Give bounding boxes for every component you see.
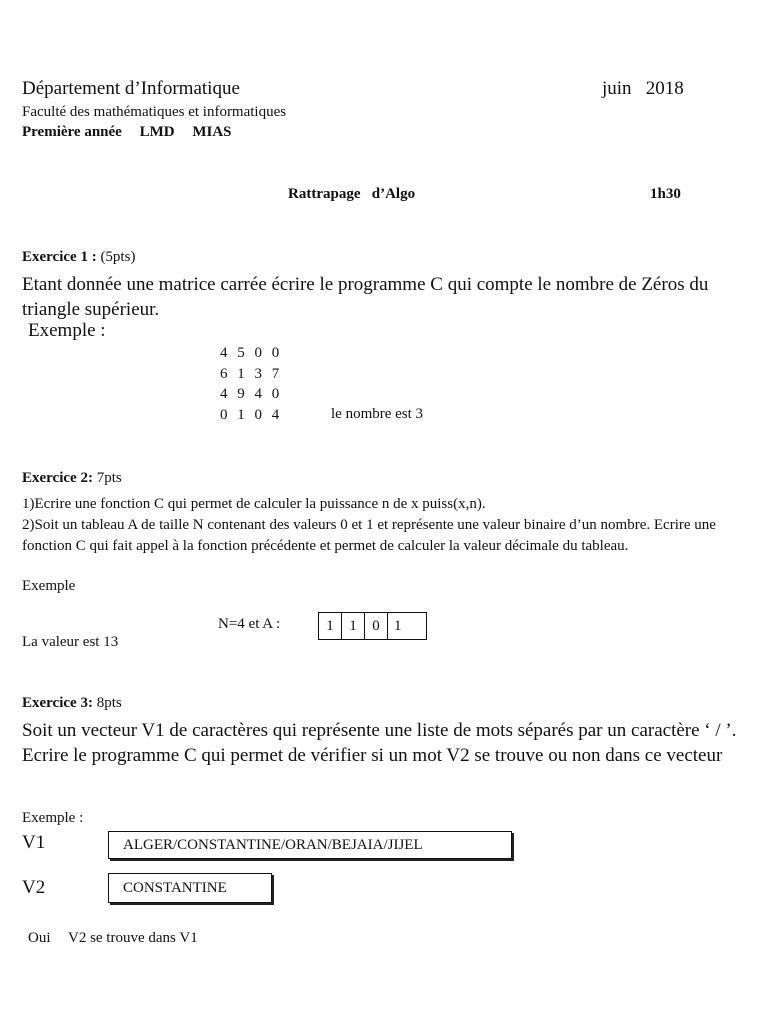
exercise3-label: Exercice 3: — [22, 695, 93, 711]
exam-duration: 1h30 — [650, 186, 681, 202]
department-name: Département d’Informatique — [22, 78, 240, 99]
exercise1-points: (5pts) — [100, 249, 136, 265]
v1-label: V1 — [22, 832, 46, 853]
matrix-row: 4 9 4 0 — [220, 386, 283, 402]
faculty-name: Faculté des mathématiques et informatiques — [22, 104, 287, 120]
exercise3-points: 8pts — [96, 695, 122, 711]
matrix-row: 6 1 3 7 — [220, 365, 283, 382]
exercise1-heading — [22, 249, 135, 266]
v2-value-box: CONSTANTINE — [108, 873, 272, 903]
exercise2-line2: 2)Soit un tableau A de taille N contenant des valeurs 0 et 1 et représente une valeur binaire d’un nombre. Ecrire une fonction C qui fait appel à la fonction précédente et permet de calculer la valeur décimale du tableau. — [22, 517, 716, 554]
exercise3-heading — [22, 695, 122, 712]
matrix-row: 4 5 0 0 — [220, 345, 283, 361]
level-label: LMD — [139, 124, 175, 140]
exercise2-label: Exercice 2: — [22, 470, 93, 486]
binary-array — [318, 612, 427, 640]
array-cell: 0 — [365, 613, 388, 639]
exercise3-result — [28, 930, 212, 947]
array-cell: 1 — [394, 617, 402, 634]
exercise3-result-text: V2 se trouve dans V1 — [67, 930, 198, 946]
example-matrix — [220, 343, 282, 425]
year-info — [22, 124, 246, 141]
exercise2-points: 7pts — [96, 470, 122, 486]
exercise3-example-label: Exemple : — [22, 810, 84, 826]
year-label: Première année — [22, 124, 122, 140]
array-cell: 1 — [342, 613, 365, 639]
exercise1-label: Exercice 1 : — [22, 249, 97, 265]
exercise2-statement — [22, 494, 762, 557]
exam-title: Rattrapage d’Algo — [288, 186, 416, 202]
exercise2-result: La valeur est 13 — [22, 634, 119, 650]
exercise1-result: le nombre est 3 — [331, 406, 424, 422]
exercise2-example-label: Exemple — [22, 578, 76, 594]
exercise3-statement: Soit un vecteur V1 de caractères qui représente une liste de mots séparés par un caractère ‘ / ’. Ecrire le programme C qui permet de vérifier si un mot V2 se trouve ou non dans ce vecteur — [22, 720, 737, 766]
exam-date: juin 2018 — [602, 78, 684, 99]
exercise1-statement: Etant donnée une matrice carrée écrire le programme C qui compte le nombre de Zéros du triangle supérieur. — [22, 274, 709, 320]
exercise2-line1: 1)Ecrire une fonction C qui permet de calculer la puissance n de x puiss(x,n). — [22, 496, 486, 512]
track-label: MIAS — [192, 124, 232, 140]
exercise1-example-label: Exemple : — [28, 320, 106, 341]
exercise2-condition: N=4 et A : — [218, 616, 281, 632]
array-cell: 1 — [319, 613, 342, 639]
exercise3-answer: Oui — [28, 930, 51, 946]
matrix-row: 0 1 0 4 — [220, 406, 283, 423]
v1-value-box: ALGER/CONSTANTINE/ORAN/BEJAIA/JIJEL — [108, 831, 512, 859]
v2-label: V2 — [22, 877, 46, 898]
exercise2-heading — [22, 470, 122, 487]
